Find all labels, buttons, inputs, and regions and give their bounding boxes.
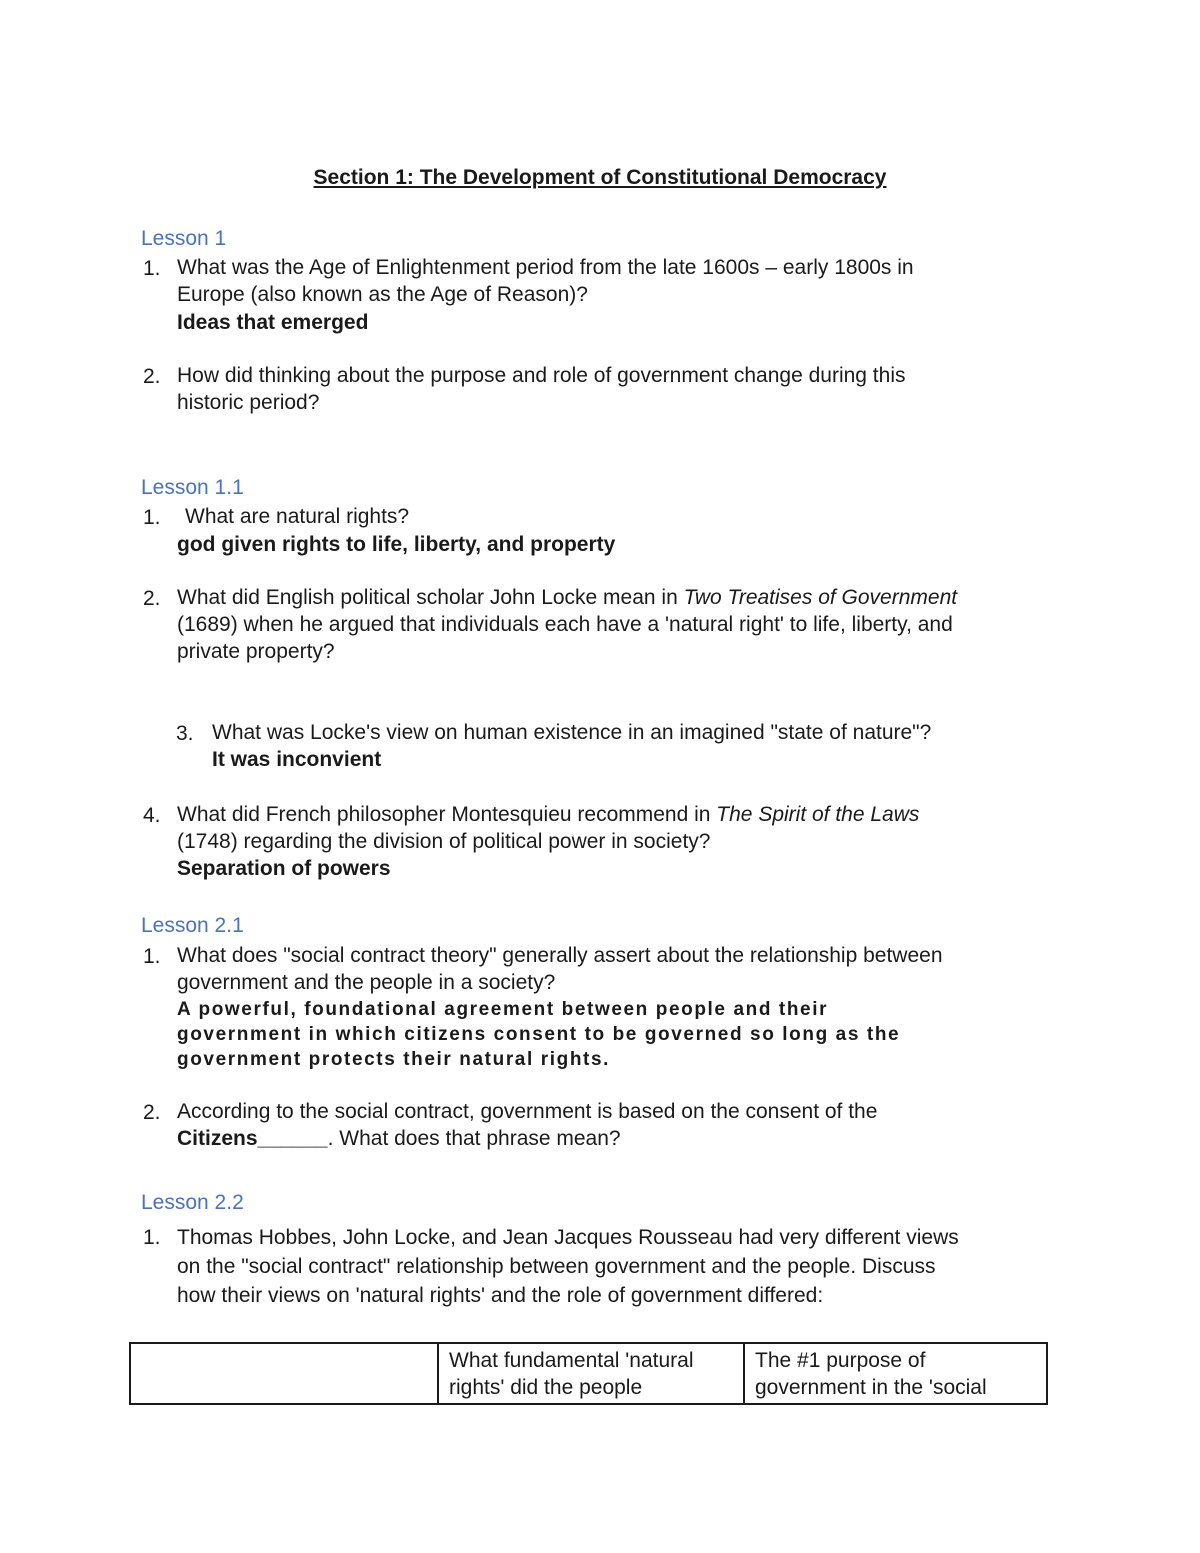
question-line-part: What did French philosopher Montesquieu recommend in: [177, 803, 717, 826]
cell-line: rights' did the people: [449, 1376, 643, 1399]
question-number: 1.: [143, 506, 161, 529]
question-line-part: . What does that phrase mean?: [327, 1127, 621, 1150]
table-header-cell: [438, 1343, 744, 1404]
book-title: Two Treatises of Government: [683, 586, 958, 609]
question-number: 2.: [143, 587, 161, 610]
lesson-2-2-heading: Lesson 2.2: [141, 1191, 244, 1214]
question-line: Europe (also known as the Age of Reason)?: [177, 283, 588, 306]
question-line: (1748) regarding the division of political power in society?: [177, 830, 711, 853]
answer-inline: Citizens: [177, 1127, 258, 1150]
page-title: Section 1: The Development of Constitutional Democracy: [313, 166, 887, 189]
question-text: [177, 942, 943, 996]
answer-line: government in which citizens consent to be governed so long as the: [177, 1024, 901, 1045]
question-line: (1689) when he argued that individuals each have a 'natural right' to life, liberty, and: [177, 613, 953, 636]
lesson-2-1-heading: Lesson 2.1: [141, 914, 244, 937]
question-text: [177, 1223, 959, 1310]
lesson-1-heading: Lesson 1: [141, 227, 227, 250]
question-text: [177, 1098, 877, 1152]
question-line: What does "social contract theory" generally assert about the relationship between: [177, 944, 943, 967]
question-text: What was Locke's view on human existence in an imagined "state of nature"?: [212, 721, 932, 744]
question-line: [177, 1125, 877, 1152]
question-number: 2.: [143, 365, 161, 388]
question-line: on the "social contract" relationship between government and the people. Discuss: [177, 1255, 936, 1278]
answer-text: Separation of powers: [177, 857, 391, 880]
answer-text: Ideas that emerged: [177, 311, 369, 334]
question-number: 1.: [143, 945, 161, 968]
question-text: [177, 362, 905, 416]
question-line: According to the social contract, government is based on the consent of the: [177, 1100, 878, 1123]
question-text: [177, 254, 914, 308]
question-text: [177, 801, 919, 855]
cell-line: What fundamental 'natural: [449, 1349, 694, 1372]
question-number: 3.: [176, 722, 194, 745]
answer-blank: ______: [257, 1127, 328, 1150]
question-line: What was the Age of Enlightenment period from the late 1600s – early 1800s in: [177, 256, 914, 279]
book-title: The Spirit of the Laws: [716, 803, 920, 826]
answer-text: It was inconvient: [212, 748, 382, 771]
question-text: [177, 584, 957, 665]
question-line: government and the people in a society?: [177, 971, 556, 994]
table-row: [130, 1343, 1047, 1404]
question-number: 2.: [143, 1101, 161, 1124]
question-line: how their views on 'natural rights' and the role of government differed:: [177, 1284, 824, 1307]
table-cell[interactable]: [130, 1343, 438, 1404]
question-number: 4.: [143, 804, 161, 827]
answer-text: god given rights to life, liberty, and property: [177, 533, 616, 556]
views-comparison-table: [129, 1342, 1048, 1405]
question-text: What are natural rights?: [185, 505, 410, 528]
question-line: How did thinking about the purpose and role of government change during this: [177, 364, 906, 387]
answer-line: A powerful, foundational agreement between people and their: [177, 999, 829, 1020]
question-line: [177, 801, 919, 828]
question-line: [177, 584, 957, 611]
cell-line: government in the 'social: [755, 1376, 987, 1399]
answer-line: government protects their natural rights.: [177, 1049, 610, 1070]
question-number: 1.: [143, 1226, 161, 1249]
question-line: private property?: [177, 640, 335, 663]
question-line-part: What did English political scholar John Locke mean in: [177, 586, 684, 609]
cell-line: The #1 purpose of: [755, 1349, 926, 1372]
question-number: 1.: [143, 257, 161, 280]
table-header-cell: [744, 1343, 1047, 1404]
question-line: historic period?: [177, 391, 320, 414]
question-line: Thomas Hobbes, John Locke, and Jean Jacques Rousseau had very different views: [177, 1226, 959, 1249]
lesson-1-1-heading: Lesson 1.1: [141, 476, 244, 499]
answer-text: [177, 997, 900, 1072]
